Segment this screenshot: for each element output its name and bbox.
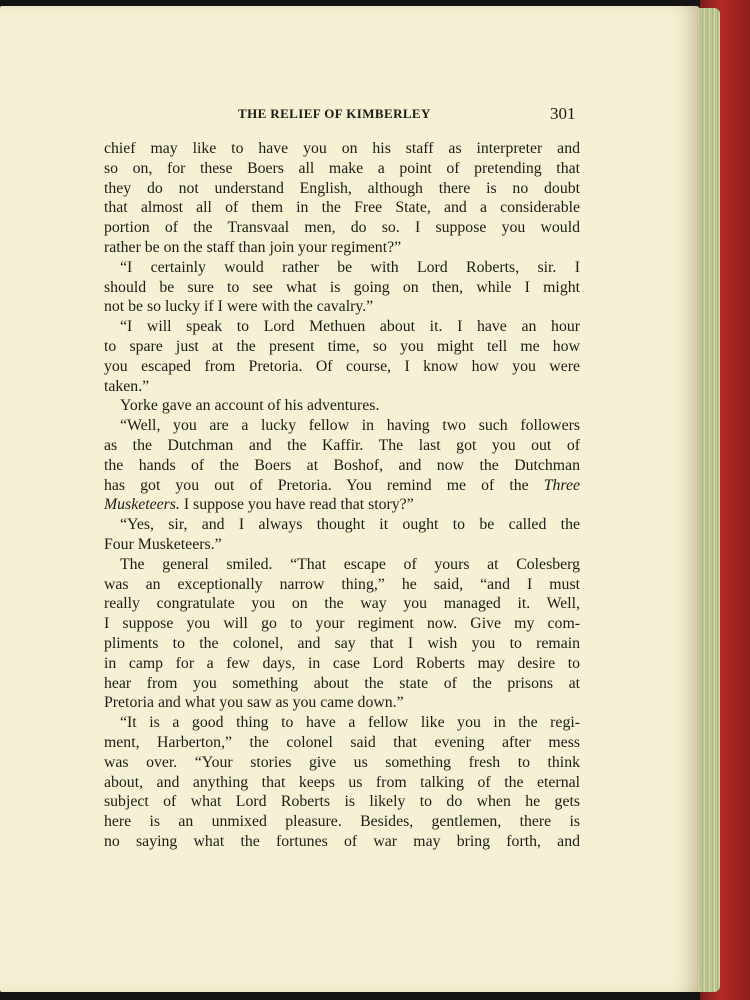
text-line: here is an unmixed pleasure. Besides, gentlemen, there is	[104, 813, 580, 831]
text-line: rather be on the staff than join your regiment?”	[104, 238, 402, 256]
book-title-italic: Three	[543, 476, 580, 494]
text-line: ment, Harberton,” the colonel said that evening after mess	[104, 733, 580, 751]
text-line: no saying what the fortunes of war may bring forth, and	[104, 832, 580, 850]
text-line: I suppose you will go to your regiment now. Give my com-	[104, 615, 580, 633]
text-line: should be sure to see what is going on then, while I might	[104, 278, 580, 296]
text-line: really congratulate you on the way you managed it. Well,	[104, 595, 580, 613]
text-line: that almost all of them in the Free State, and a considerable	[104, 199, 580, 217]
text-line: hear from you something about the state of the prisons at	[104, 674, 580, 692]
text-line: portion of the Transvaal men, do so. I suppose you would	[104, 219, 580, 237]
text-line: chief may like to have you on his staff as interpreter and	[104, 140, 580, 157]
text-line	[104, 495, 580, 515]
text-line: taken.”	[104, 377, 150, 395]
text-line: about, and anything that keeps us from talking of the eternal	[104, 773, 580, 791]
text-line: “I will speak to Lord Methuen about it. I have an hour	[120, 318, 580, 336]
text-line-start: has got you out of Pretoria. You remind me of the	[104, 476, 529, 494]
text-line: Yorke gave an account of his adventures.	[120, 397, 380, 415]
text-line: The general smiled. “That escape of yours at Colesberg	[120, 555, 580, 573]
text-line: was an exceptionally narrow thing,” he said, “and I must	[104, 575, 580, 593]
text-line: not be so lucky if I were with the cavalry.”	[104, 298, 374, 316]
text-line: Pretoria and what you saw as you came down.”	[104, 694, 404, 712]
text-line: so on, for these Boers all make a point of pretending that	[104, 159, 580, 177]
text-line: “Well, you are a lucky fellow in having two such followers	[120, 417, 580, 435]
text-line: the hands of the Boers at Boshof, and now the Dutchman	[104, 456, 580, 474]
text-line: Four Musketeers.”	[104, 535, 222, 553]
body-text	[104, 139, 580, 852]
running-title: THE RELIEF OF KIMBERLEY	[238, 106, 431, 121]
text-line: as the Dutchman and the Kaffir. The last got you out of	[104, 436, 580, 454]
text-line: they do not understand English, although there is no doubt	[104, 179, 580, 197]
text-line: “I certainly would rather be with Lord Roberts, sir. I	[120, 258, 580, 276]
text-line: subject of what Lord Roberts is likely to do when he gets	[104, 793, 580, 811]
text-line: you escaped from Pretoria. Of course, I know how you were	[104, 357, 580, 375]
text-line: in camp for a few days, in case Lord Roberts may desire to	[104, 654, 580, 672]
text-line: “It is a good thing to have a fellow like you in the regi-	[120, 714, 580, 732]
text-line	[104, 476, 580, 496]
book-page	[0, 6, 700, 992]
text-line: to spare just at the present time, so you might tell me how	[104, 337, 580, 355]
text-line: pliments to the colonel, and say that I wish you to remain	[104, 634, 580, 652]
text-line-rest: I suppose you have read that story?”	[183, 496, 414, 514]
text-line: “Yes, sir, and I always thought it ought to be called the	[120, 516, 580, 534]
text-line: was over. “Your stories give us something fresh to think	[104, 753, 580, 771]
page-number: 301	[550, 104, 576, 123]
book-title-italic: Musketeers.	[104, 496, 180, 514]
